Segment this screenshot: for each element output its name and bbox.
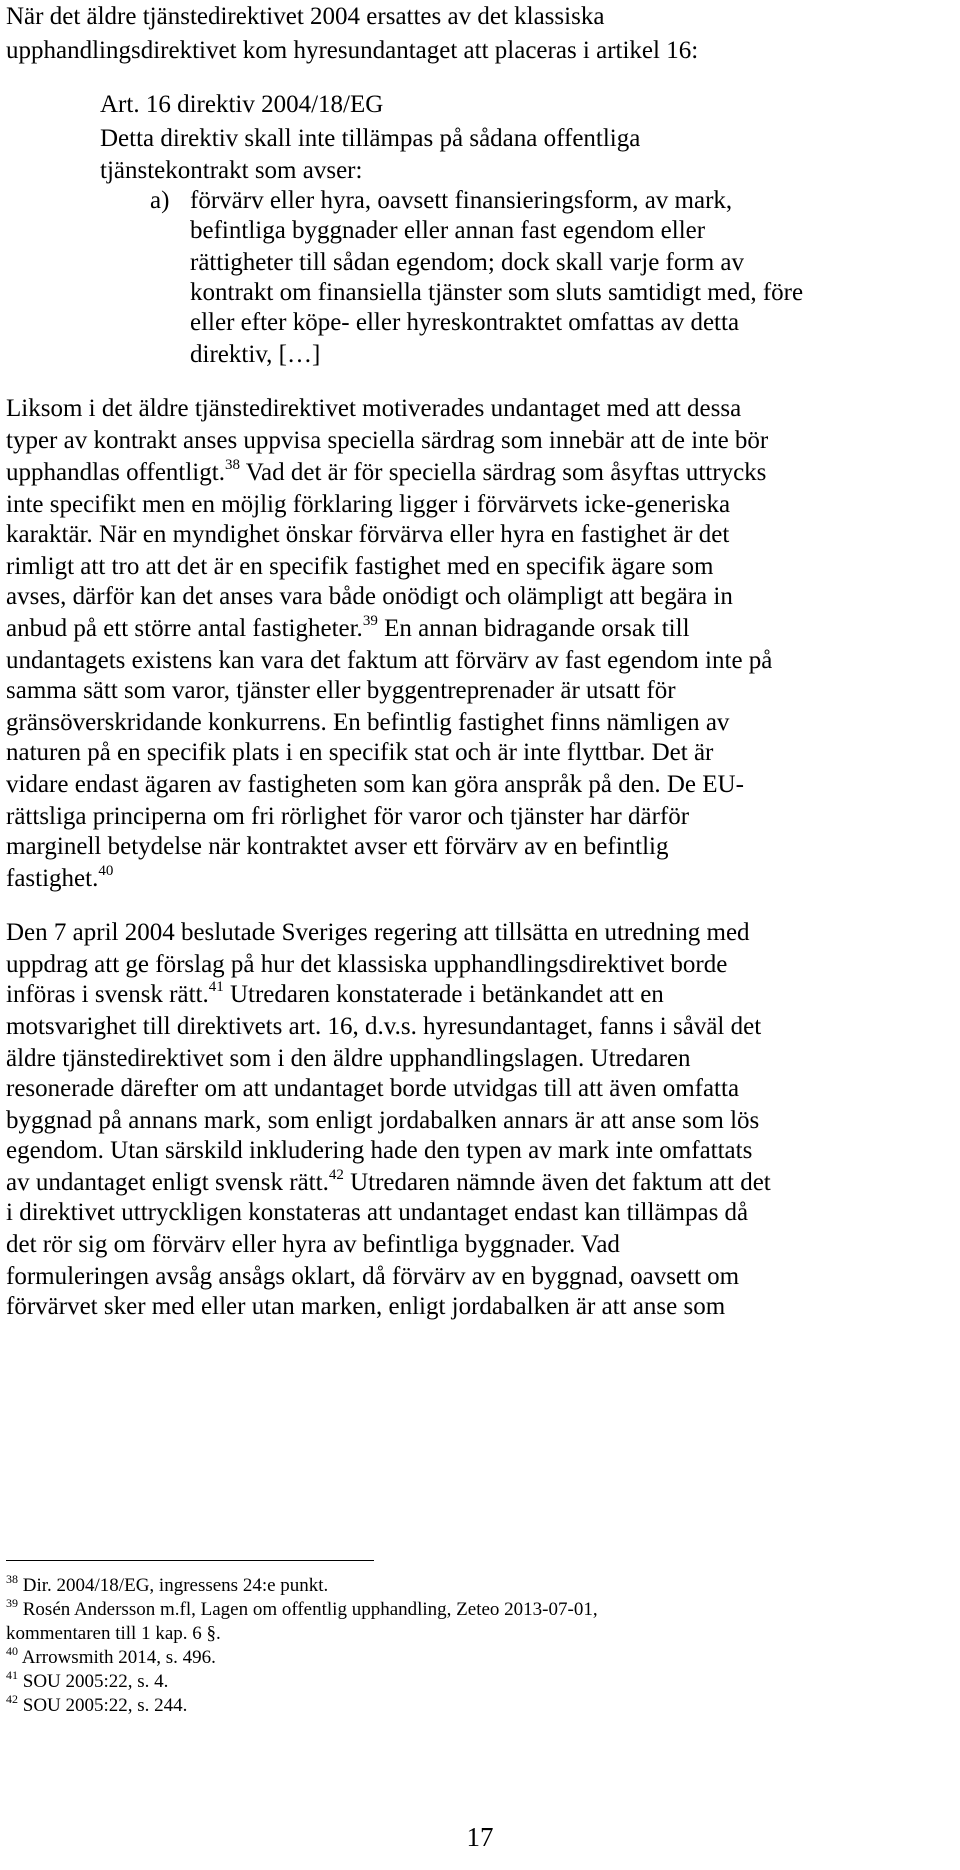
footnote-number: 41 <box>6 1668 18 1682</box>
body-text: Utredaren konstaterade i betänkandet att en <box>223 981 664 1008</box>
body-line <box>6 978 664 1011</box>
body-line: karaktär. När en myndighet önskar förvärva eller hyra en fastighet är det <box>6 521 730 548</box>
footnote-text: Arrowsmith 2014, s. 496. <box>18 1647 216 1668</box>
body-line: uppdrag att ge förslag på hur det klassiska upphandlingsdirektivet borde <box>6 951 728 978</box>
body-line: byggnad på annans mark, som enligt jordabalken annars är att anse som lös <box>6 1107 760 1134</box>
quote-item-line: befintliga byggnader eller annan fast egendom eller <box>190 217 706 244</box>
page-number: 17 <box>466 1822 494 1852</box>
body-line: motsvarighet till direktivets art. 16, d.v.s. hyresundantaget, fanns i såväl det <box>6 1013 762 1040</box>
footnote-39 <box>6 1598 598 1622</box>
quote-line: tjänstekontrakt som avser: <box>100 157 363 184</box>
quote-line: Detta direktiv skall inte tillämpas på sådana offentliga <box>100 125 641 152</box>
body-line <box>6 862 113 895</box>
body-line <box>6 1166 771 1199</box>
body-line: marginell betydelse när kontraktet avser ett förvärv av en befintlig <box>6 833 669 860</box>
quote-item-line: direktiv, […] <box>190 341 321 368</box>
footnote-ref-39: 39 <box>362 613 378 629</box>
body-text: anbud på ett större antal fastigheter. <box>6 615 363 642</box>
intro-line: upphandlingsdirektivet kom hyresundantaget att placeras i artikel 16: <box>6 37 699 64</box>
footnote-ref-41: 41 <box>208 979 224 995</box>
body-line: gränsöverskridande konkurrens. En befintlig fastighet finns nämligen av <box>6 709 730 736</box>
body-text: införas i svensk rätt. <box>6 981 209 1008</box>
body-line: formuleringen avsåg ansågs oklart, då förvärv av en byggnad, oavsett om <box>6 1263 740 1290</box>
body-line <box>6 456 766 489</box>
body-line: avses, därför kan det anses vara både onödigt och olämpligt att begära in <box>6 583 733 610</box>
footnote-number: 38 <box>6 1572 18 1586</box>
body-line: samma sätt som varor, tjänster eller byggentreprenader är utsatt för <box>6 677 676 704</box>
body-line: rättsliga principerna om fri rörlighet för varor och tjänster har därför <box>6 803 690 830</box>
quote-item-line: eller efter köpe- eller hyreskontraktet omfattas av detta <box>190 309 740 336</box>
body-line: undantagets existens kan vara det faktum att förvärv av fast egendom inte på <box>6 647 773 674</box>
footnote-text: Rosén Andersson m.fl, Lagen om offentlig upphandling, Zeteo 2013-07-01, <box>18 1599 598 1620</box>
body-line: förvärvet sker med eller utan marken, enligt jordabalken är att anse som <box>6 1293 726 1320</box>
body-line: rimligt att tro att det är en specifik fastighet med en specifik ägare som <box>6 553 714 580</box>
body-line: vidare endast ägaren av fastigheten som kan göra anspråk på den. De EU- <box>6 771 744 798</box>
footnote-number: 40 <box>6 1644 18 1658</box>
footnote-40 <box>6 1646 216 1670</box>
body-line: naturen på en specifik plats i en specifik stat och är inte flyttbar. Det är <box>6 739 714 766</box>
footnote-separator <box>6 1560 374 1561</box>
body-text: av undantaget enligt svensk rätt. <box>6 1169 329 1196</box>
body-text: Utredaren nämnde även det faktum att det <box>343 1169 771 1196</box>
body-line: Den 7 april 2004 beslutade Sveriges regering att tillsätta en utredning med <box>6 919 750 946</box>
quote-item-line: kontrakt om finansiella tjänster som sluts samtidigt med, före <box>190 279 804 306</box>
body-text: upphandlas offentligt. <box>6 459 225 486</box>
intro-line: När det äldre tjänstedirektivet 2004 ersattes av det klassiska <box>6 3 605 30</box>
body-line: Liksom i det äldre tjänstedirektivet motiverades undantaget med att dessa <box>6 395 742 422</box>
footnote-ref-42: 42 <box>328 1167 344 1183</box>
body-line: i direktivet uttryckligen konstateras att undantaget endast kan tillämpas då <box>6 1199 749 1226</box>
footnote-42 <box>6 1694 187 1718</box>
footnote-number: 39 <box>6 1596 18 1610</box>
body-line: äldre tjänstedirektivet som i den äldre upphandlingslagen. Utredaren <box>6 1045 691 1072</box>
footnote-38 <box>6 1574 328 1598</box>
body-line: inte specifikt men en möjlig förklaring ligger i förvärvets icke-generiska <box>6 491 731 518</box>
footnote-39-continued <box>6 1622 221 1646</box>
body-text: fastighet. <box>6 865 99 892</box>
footnote-41 <box>6 1670 168 1694</box>
body-line: typer av kontrakt anses uppvisa speciella särdrag som innebär att de inte bör <box>6 427 769 454</box>
body-line <box>6 612 690 645</box>
footnote-text: SOU 2005:22, s. 244. <box>18 1695 188 1716</box>
body-line: egendom. Utan särskild inkludering hade den typen av mark inte omfattats <box>6 1137 753 1164</box>
body-text: En annan bidragande orsak till <box>377 615 690 642</box>
footnote-text: kommentaren till 1 kap. 6 §. <box>6 1623 221 1644</box>
body-line: resonerade därefter om att undantaget borde utvidgas till att även omfatta <box>6 1075 740 1102</box>
footnote-number: 42 <box>6 1692 18 1706</box>
footnote-text: SOU 2005:22, s. 4. <box>18 1671 169 1692</box>
footnote-text: Dir. 2004/18/EG, ingressens 24:e punkt. <box>18 1575 329 1596</box>
quote-item-label: a) <box>150 187 170 214</box>
body-text: Vad det är för speciella särdrag som åsyftas uttrycks <box>239 459 767 486</box>
quote-item-line: förvärv eller hyra, oavsett finansieringsform, av mark, <box>190 187 733 214</box>
quote-item-line: rättigheter till sådan egendom; dock skall varje form av <box>190 249 744 276</box>
quote-heading: Art. 16 direktiv 2004/18/EG <box>100 91 384 118</box>
footnote-ref-40: 40 <box>98 863 114 879</box>
footnote-ref-38: 38 <box>224 457 240 473</box>
body-line: det rör sig om förvärv eller hyra av befintliga byggnader. Vad <box>6 1231 620 1258</box>
